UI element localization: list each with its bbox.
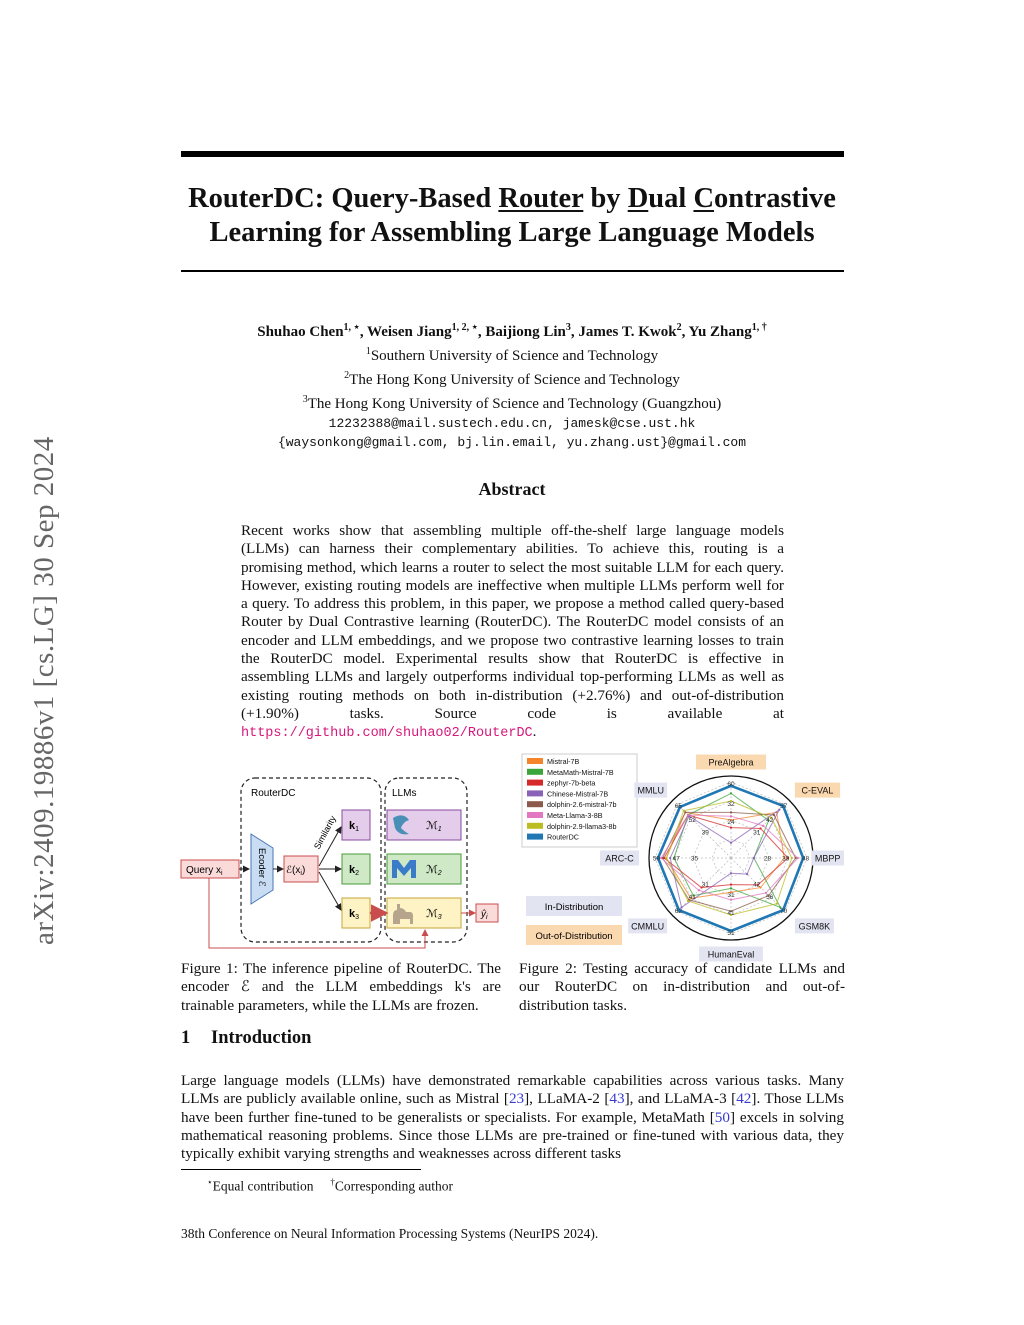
radar-data-point bbox=[753, 857, 755, 859]
email-line-2: {waysonkong@gmail.com, bj.lin.email, yu.zhang.ust}@gmail.com bbox=[277, 435, 747, 450]
radar-tick-label: 57 bbox=[780, 802, 788, 810]
abstract-body: Recent works show that assembling multiple off-the-shelf large language models (LLMs) can harness their complementary abilities. To achieve this, routing is a promising method, which learns a router to select the most suitable LLM for each query. However, existing routing models are ineffective when multiple LLMs perform well for a query. To address this problem, in this paper, we propose a method called query-based Router by Dual Contrastive learning (RouterDC). The RouterDC model consists of an encoder and LLM embeddings, and we propose two contrastive learning losses to train the RouterDC model. Experimental results show that RouterDC is effective in assembling LLMs and largely outperforms individual top-performing LLMs as well as existing routing methods on both in-distribution (+2.76%) and out-of-distribution (+1.90%) tasks. Source code is available at https://github.com/shuhao02/RouterDC. bbox=[241, 522, 784, 742]
introduction-paragraph: Large language models (LLMs) have demonstrated remarkable capabilities across various tasks. Many LLMs are publicly available online, such as Mistral [23], LLaMA-2 [43], and LLaMA-3 [42]. Those LLMs have been further fine-tuned to be generalists or specialists. For example, MetaMath [50] excels in solving mathematical reasoning problems. Since those LLMs are pre-trained or fine-tuned with various data, they typically exhibit varying strengths and weaknesses across different tasks bbox=[181, 1072, 844, 1163]
radar-axis-label: PreAlgebra bbox=[708, 757, 754, 768]
k2-box bbox=[342, 854, 370, 884]
radar-tick-label: 31 bbox=[701, 881, 709, 889]
radar-tick-label: 48 bbox=[801, 855, 810, 863]
out-of-distribution-tag-label: Out-of-Distribution bbox=[535, 931, 613, 942]
radar-tick-label: 35 bbox=[690, 855, 699, 863]
arxiv-side-label: arXiv:2409.19886v1 [cs.LG] 30 Sep 2024 bbox=[28, 436, 60, 945]
radar-tick-label: 65 bbox=[674, 802, 682, 810]
citation-42[interactable]: 42 bbox=[736, 1090, 752, 1108]
routerdc-box-label: RouterDC bbox=[251, 788, 296, 799]
author-names: Shuhao Chen$^{1, ⋆}$, Weisen Jiang$^{1, 2, ⋆}$, Baijiong Lin$^3$, James T. Kwok$^2$, Yu Zhang$^{1, \dagger}$ bbox=[257, 322, 767, 340]
radar-data-point bbox=[776, 903, 778, 905]
encoder-label: Ecoder ℰ bbox=[256, 848, 267, 887]
citation-50[interactable]: 50 bbox=[714, 1108, 730, 1126]
k1-label: k1 bbox=[349, 820, 360, 833]
radar-data-point bbox=[730, 811, 732, 813]
query-label: Query $x_i$ bbox=[186, 865, 223, 877]
radar-data-point bbox=[730, 872, 732, 874]
affiliation-3: $^3$The Hong Kong University of Science and Technology (Guangzhou) bbox=[302, 394, 722, 412]
legend-entry: Meta-Llama-3-8B bbox=[547, 811, 603, 820]
arrow-to-k3 bbox=[319, 872, 341, 910]
legend-swatch bbox=[527, 769, 543, 775]
legend-entry: Chinese-Mistral-7B bbox=[547, 789, 609, 799]
radar-data-point bbox=[797, 857, 799, 859]
radar-tick-label: 38 bbox=[782, 855, 790, 863]
radar-tick-label: 51 bbox=[727, 929, 735, 937]
legend-swatch bbox=[527, 790, 543, 796]
affiliation-1: $^1$Southern University of Science and Technology bbox=[365, 346, 659, 364]
radar-data-point bbox=[762, 825, 764, 827]
radar-tick-label: 70 bbox=[780, 908, 788, 916]
legend-swatch bbox=[527, 758, 543, 764]
radar-axis-label: MBPP bbox=[814, 853, 841, 864]
legend-swatch bbox=[527, 780, 543, 786]
radar-tick-label: 42 bbox=[766, 816, 774, 824]
k3-box bbox=[342, 898, 370, 928]
radar-data-point bbox=[746, 873, 748, 875]
title-bottom-rule bbox=[181, 270, 844, 272]
radar-tick-label: 31 bbox=[753, 829, 761, 837]
radar-data-point bbox=[791, 857, 793, 859]
abstract-heading: Abstract bbox=[478, 479, 546, 499]
radar-data-point bbox=[660, 857, 662, 859]
radar-tick-label: 39 bbox=[701, 829, 709, 837]
footnotes: ⋆Equal contribution †Corresponding author bbox=[207, 1177, 453, 1194]
radar-tick-label: 56 bbox=[766, 894, 774, 902]
radar-axis-label: MMLU bbox=[637, 785, 664, 796]
radar-series-line bbox=[661, 815, 798, 900]
m3-label: ℳ3 bbox=[426, 908, 442, 921]
conference-note: 38th Conference on Neural Information Processing Systems (NeurIPS 2024). bbox=[181, 1226, 599, 1241]
footnote-rule bbox=[181, 1169, 421, 1170]
radar-data-point bbox=[687, 814, 689, 816]
citation-43[interactable]: 43 bbox=[609, 1090, 625, 1108]
title-top-rule bbox=[181, 151, 844, 157]
radar-data-point bbox=[669, 857, 671, 859]
legend-entry: zephyr-7b-beta bbox=[547, 778, 596, 788]
radar-tick-label: 47 bbox=[672, 855, 680, 863]
legend-entry: Mistral-7B bbox=[547, 757, 580, 766]
m2-label: ℳ2 bbox=[426, 864, 442, 877]
radar-series-line bbox=[674, 793, 780, 907]
figure-1-caption: Figure 1: The inference pipeline of RouterDC. The encoder ℰ and the LLM embeddings k's are trainable parameters, while the LLMs are frozen. bbox=[181, 960, 501, 1014]
affiliation-2: $^2$The Hong Kong University of Science and Technology bbox=[344, 370, 680, 388]
m1-label: ℳ1 bbox=[426, 820, 442, 833]
radar-tick-label: 24 bbox=[727, 819, 735, 827]
k3-label: k3 bbox=[349, 908, 360, 921]
figure-1-pipeline bbox=[179, 772, 505, 952]
radar-axis-label: ARC-C bbox=[605, 853, 634, 864]
llms-box-label: LLMs bbox=[392, 788, 417, 799]
radar-axis-label: GSM8K bbox=[798, 921, 831, 932]
code-link[interactable]: https://github.com/shuhao02/RouterDC bbox=[241, 726, 533, 742]
legend-swatch bbox=[527, 812, 543, 818]
radar-tick-label: 59 bbox=[652, 855, 661, 863]
legend-swatch bbox=[527, 834, 543, 840]
radar-data-point bbox=[730, 815, 732, 817]
legend-swatch bbox=[527, 801, 543, 807]
figure-2-caption: Figure 2: Testing accuracy of candidate LLMs and our RouterDC on in-distribution and out-of-distribution tasks. bbox=[519, 960, 845, 1014]
radar-data-point bbox=[730, 792, 732, 794]
legend-entry: dolphin-2.9-llama3-8b bbox=[547, 821, 617, 831]
radar-data-point bbox=[773, 814, 775, 816]
radar-data-point bbox=[698, 889, 700, 891]
figure-2-radar-chart bbox=[514, 752, 846, 960]
radar-tick-label: 42 bbox=[753, 881, 761, 889]
legend-entry: MetaMath-Mistral-7B bbox=[547, 767, 614, 777]
author-block bbox=[150, 318, 874, 452]
k2-label: k2 bbox=[349, 864, 360, 877]
legend-entry: dolphin-2.6-mistral-7b bbox=[547, 800, 617, 810]
radar-data-point bbox=[730, 884, 732, 886]
legend-swatch bbox=[527, 823, 543, 829]
radar-data-point bbox=[684, 811, 686, 813]
radar-tick-label: 28 bbox=[763, 855, 772, 863]
radar-data-point bbox=[730, 842, 732, 844]
radar-tick-label: 31 bbox=[727, 891, 735, 899]
radar-tick-label: 41 bbox=[727, 910, 735, 918]
section-1-heading: 1 Introduction bbox=[181, 1028, 312, 1048]
radar-tick-label: 60 bbox=[727, 781, 735, 789]
legend-entry: RouterDC bbox=[547, 832, 579, 842]
paper-title: RouterDC: Query-Based Router by Dual Contrastive Learning for Assembling Large Language Models bbox=[188, 183, 836, 248]
output-label: $ŷ_i$ bbox=[481, 909, 488, 921]
encoder-output-label: $ℰ(x_i)$ bbox=[286, 865, 306, 877]
in-distribution-tag-label: In-Distribution bbox=[544, 902, 604, 913]
radar-axis-label: C-EVAL bbox=[801, 785, 834, 796]
radar-tick-label: 52 bbox=[688, 816, 696, 824]
radar-data-point bbox=[665, 857, 667, 859]
radar-tick-label: 41 bbox=[688, 894, 696, 902]
radar-tick-label: 32 bbox=[727, 800, 735, 808]
radar-tick-label: 62 bbox=[674, 908, 682, 916]
citation-23[interactable]: 23 bbox=[508, 1090, 525, 1108]
radar-data-point bbox=[730, 899, 732, 901]
radar-axis-label: HumanEval bbox=[707, 949, 755, 960]
radar-data-point bbox=[730, 887, 732, 889]
radar-data-point bbox=[683, 810, 685, 812]
radar-axis-label: CMMLU bbox=[631, 921, 665, 932]
email-line-1: 12232388@mail.sustech.edu.cn, jamesk@cse.ust.hk bbox=[328, 416, 696, 431]
k1-box bbox=[342, 810, 370, 840]
radar-data-point bbox=[730, 827, 732, 829]
similarity-label: Similarity bbox=[311, 814, 338, 851]
